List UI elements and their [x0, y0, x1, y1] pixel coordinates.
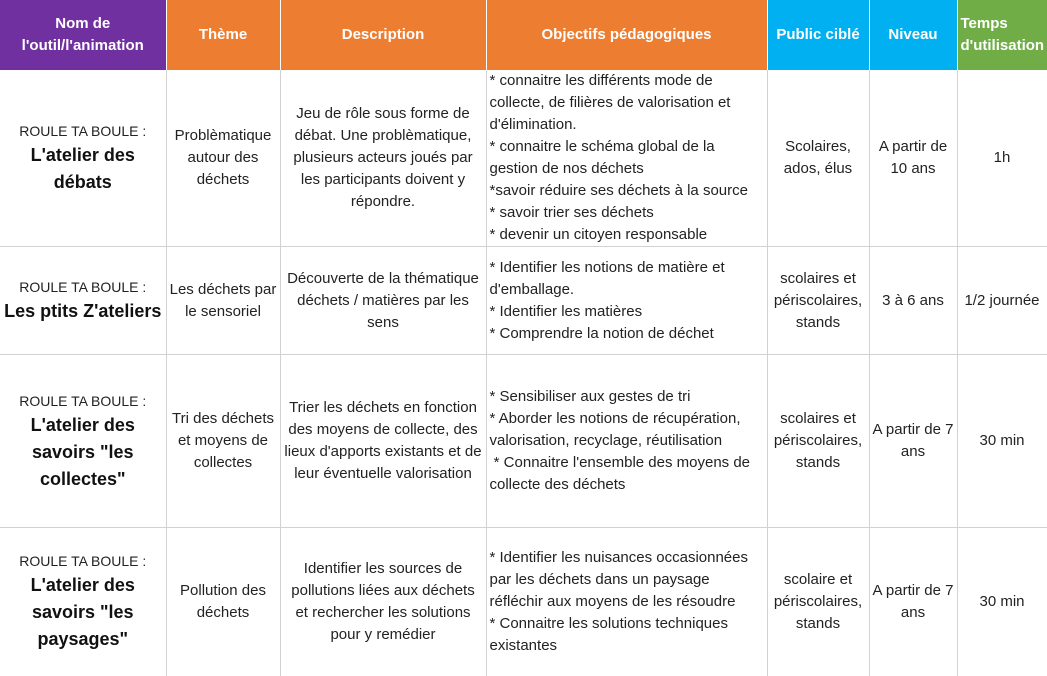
description-cell: Jeu de rôle sous forme de débat. Une problèmatique, plusieurs acteurs joués par les participants doivent y répondre. — [280, 70, 486, 247]
header-objectifs: Objectifs pédagogiques — [486, 0, 767, 70]
header-description: Description — [280, 0, 486, 70]
public-cell: scolaire et périscolaires, stands — [767, 528, 869, 676]
objectif-line: * devenir un citoyen responsable — [489, 226, 708, 243]
theme-cell: Les déchets par le sensoriel — [166, 247, 280, 355]
tool-title: Les ptits Z'ateliers — [4, 301, 162, 321]
niveau-cell: A partir de 7 ans — [869, 355, 957, 528]
objectifs-cell — [486, 247, 767, 355]
tool-prefix: ROULE TA BOULE : — [19, 279, 147, 295]
theme-cell: Pollution des déchets — [166, 528, 280, 676]
objectif-line: * Sensibiliser aux gestes de tri — [489, 388, 691, 405]
header-row — [0, 0, 1047, 70]
tool-name-cell — [0, 70, 166, 247]
description-cell: Identifier les sources de pollutions liées aux déchets et rechercher les solutions pour y remédier — [280, 528, 486, 676]
objectif-line: * connaitre les différents mode de collecte, de filières de valorisation et d'élimination. — [489, 72, 735, 133]
public-cell: Scolaires, ados, élus — [767, 70, 869, 247]
header-niveau: Niveau — [869, 0, 957, 70]
tool-prefix: ROULE TA BOULE : — [19, 553, 147, 570]
tool-title: L'atelier des savoirs "les paysages" — [30, 575, 135, 650]
temps-cell: 30 min — [957, 528, 1047, 676]
objectifs-cell — [486, 355, 767, 528]
header-nom: Nom de l'outil/l'animation — [0, 0, 166, 70]
objectif-line: réfléchir aux moyens de les résoudre — [489, 592, 736, 610]
header-public: Public ciblé — [767, 0, 869, 70]
tool-title: L'atelier des savoirs "les collectes" — [30, 414, 135, 489]
table-row — [0, 355, 1047, 528]
objectif-line: * Identifier les nuisances occasionnées par les déchets dans un paysage — [489, 548, 753, 588]
table-row — [0, 70, 1047, 247]
objectif-line: * Connaitre les solutions techniques existantes — [489, 614, 733, 654]
objectif-line: * savoir trier ses déchets — [489, 204, 654, 221]
objectif-line: * Aborder les notions de récupération, valorisation, recyclage, réutilisation — [489, 410, 745, 449]
tool-name-cell — [0, 247, 166, 355]
theme-cell: Tri des déchets et moyens de collectes — [166, 355, 280, 528]
temps-cell: 1/2 journée — [957, 247, 1047, 355]
objectifs-cell — [486, 528, 767, 676]
niveau-cell: A partir de 7 ans — [869, 528, 957, 676]
public-cell: scolaires et périscolaires, stands — [767, 355, 869, 528]
objectifs-cell — [486, 70, 767, 247]
tool-prefix: ROULE TA BOULE : — [19, 392, 147, 409]
header-temps: Temps d'utilisation — [957, 0, 1047, 70]
theme-cell: Problèmatique autour des déchets — [166, 70, 280, 247]
niveau-cell: 3 à 6 ans — [869, 247, 957, 355]
objectif-line: * Comprendre la notion de déchet — [489, 324, 714, 342]
header-theme: Thème — [166, 0, 280, 70]
objectif-line: * connaitre le schéma global de la gestion de nos déchets — [489, 138, 719, 177]
objectif-line: * Identifier les matières — [489, 302, 643, 320]
table-row — [0, 528, 1047, 676]
tool-prefix: ROULE TA BOULE : — [19, 123, 147, 139]
tool-name-cell — [0, 528, 166, 676]
objectif-line: * Identifier les notions de matière et d'emballage. — [489, 258, 729, 298]
tool-name-cell — [0, 355, 166, 528]
temps-cell: 1h — [957, 70, 1047, 247]
description-cell: Découverte de la thématique déchets / matières par les sens — [280, 247, 486, 355]
table-row — [0, 247, 1047, 355]
description-cell: Trier les déchets en fonction des moyens de collecte, des lieux d'apports existants et de leur éventuelle valorisation — [280, 355, 486, 528]
objectif-line: *savoir réduire ses déchets à la source — [489, 182, 748, 199]
public-cell: scolaires et périscolaires, stands — [767, 247, 869, 355]
temps-cell: 30 min — [957, 355, 1047, 528]
tool-title: L'atelier des débats — [30, 145, 135, 192]
niveau-cell: A partir de 10 ans — [869, 70, 957, 247]
objectif-line: * Connaitre l'ensemble des moyens de collecte des déchets — [489, 454, 755, 493]
